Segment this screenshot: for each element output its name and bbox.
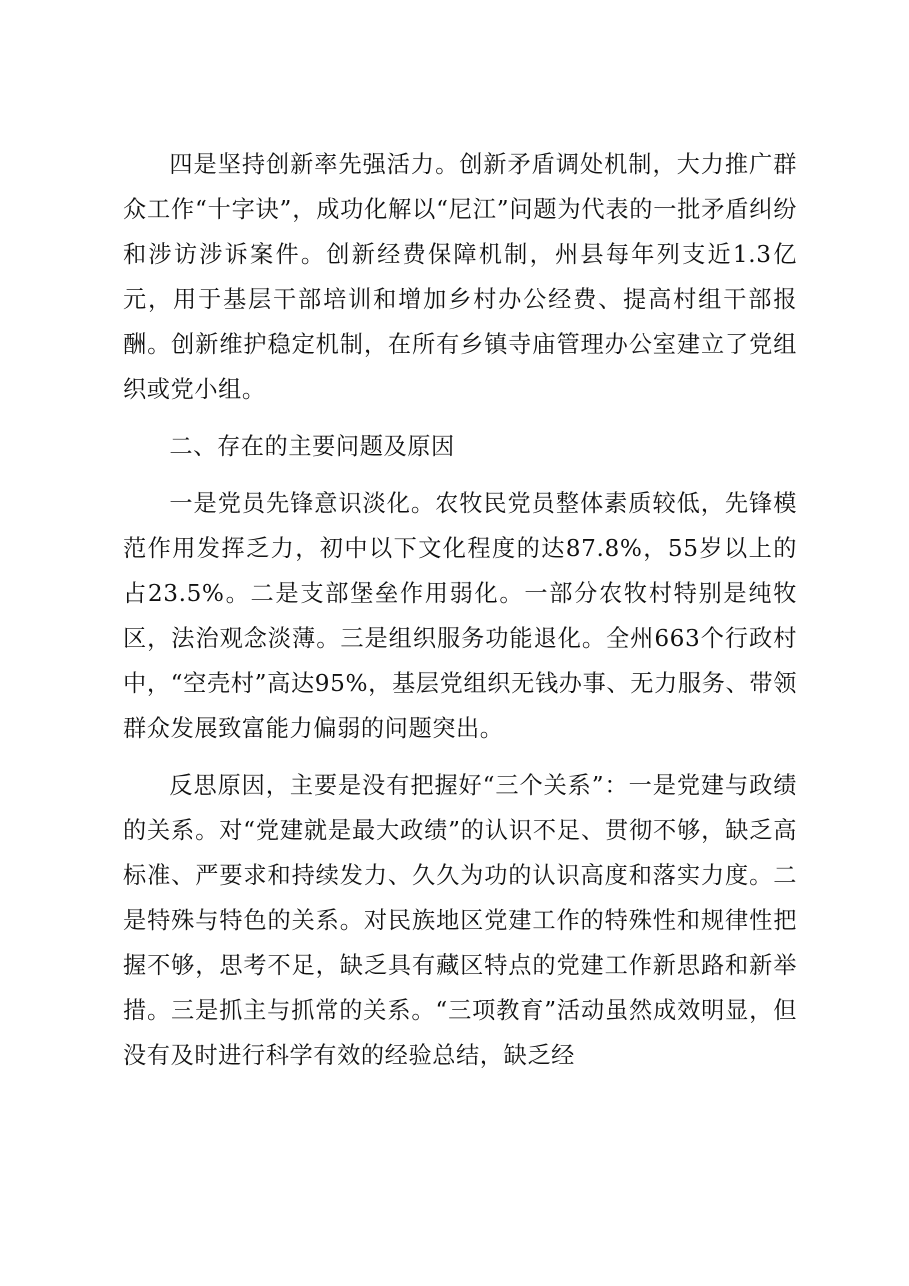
document-body	[123, 142, 797, 1078]
section-heading: 二、存在的主要问题及原因	[169, 433, 455, 460]
paragraph-problems: 一是党员先锋意识淡化。农牧民党员整体素质较低，先锋模范作用发挥乏力，初中以下文化程度的达87.8%，55岁以上的占23.5%。二是支部堡垒作用弱化。一部分农牧村特别是纯牧区，法治观念淡薄。三是组织服务功能退化。全州663个行政村中，“空壳村”高达95%，基层党组织无钱办事、无力服务、带领群众发展致富能力偏弱的问题突出。	[123, 490, 797, 742]
paragraph-reasons: 反思原因，主要是没有把握好“三个关系”：一是党建与政绩的关系。对“党建就是最大政绩”的认识不足、贯彻不够，缺乏高标准、严要求和持续发力、久久为功的认识高度和落实力度。二是特殊与特色的关系。对民族地区党建工作的特殊性和规律性把握不够，思考不足，缺乏具有藏区特点的党建工作新思路和新举措。三是抓主与抓常的关系。“三项教育”活动虽然成效明显，但没有及时进行科学有效的经验总结，缺乏经	[123, 772, 797, 1069]
paragraph-innovation: 四是坚持创新率先强活力。创新矛盾调处机制，大力推广群众工作“十字诀”，成功化解以“尼江”问题为代表的一批矛盾纠纷和涉访涉诉案件。创新经费保障机制，州县每年列支近1.3亿元，用于基层干部培训和增加乡村办公经费、提高村组干部报酬。创新维护稳定机制，在所有乡镇寺庙管理办公室建立了党组织或党小组。	[123, 151, 797, 403]
